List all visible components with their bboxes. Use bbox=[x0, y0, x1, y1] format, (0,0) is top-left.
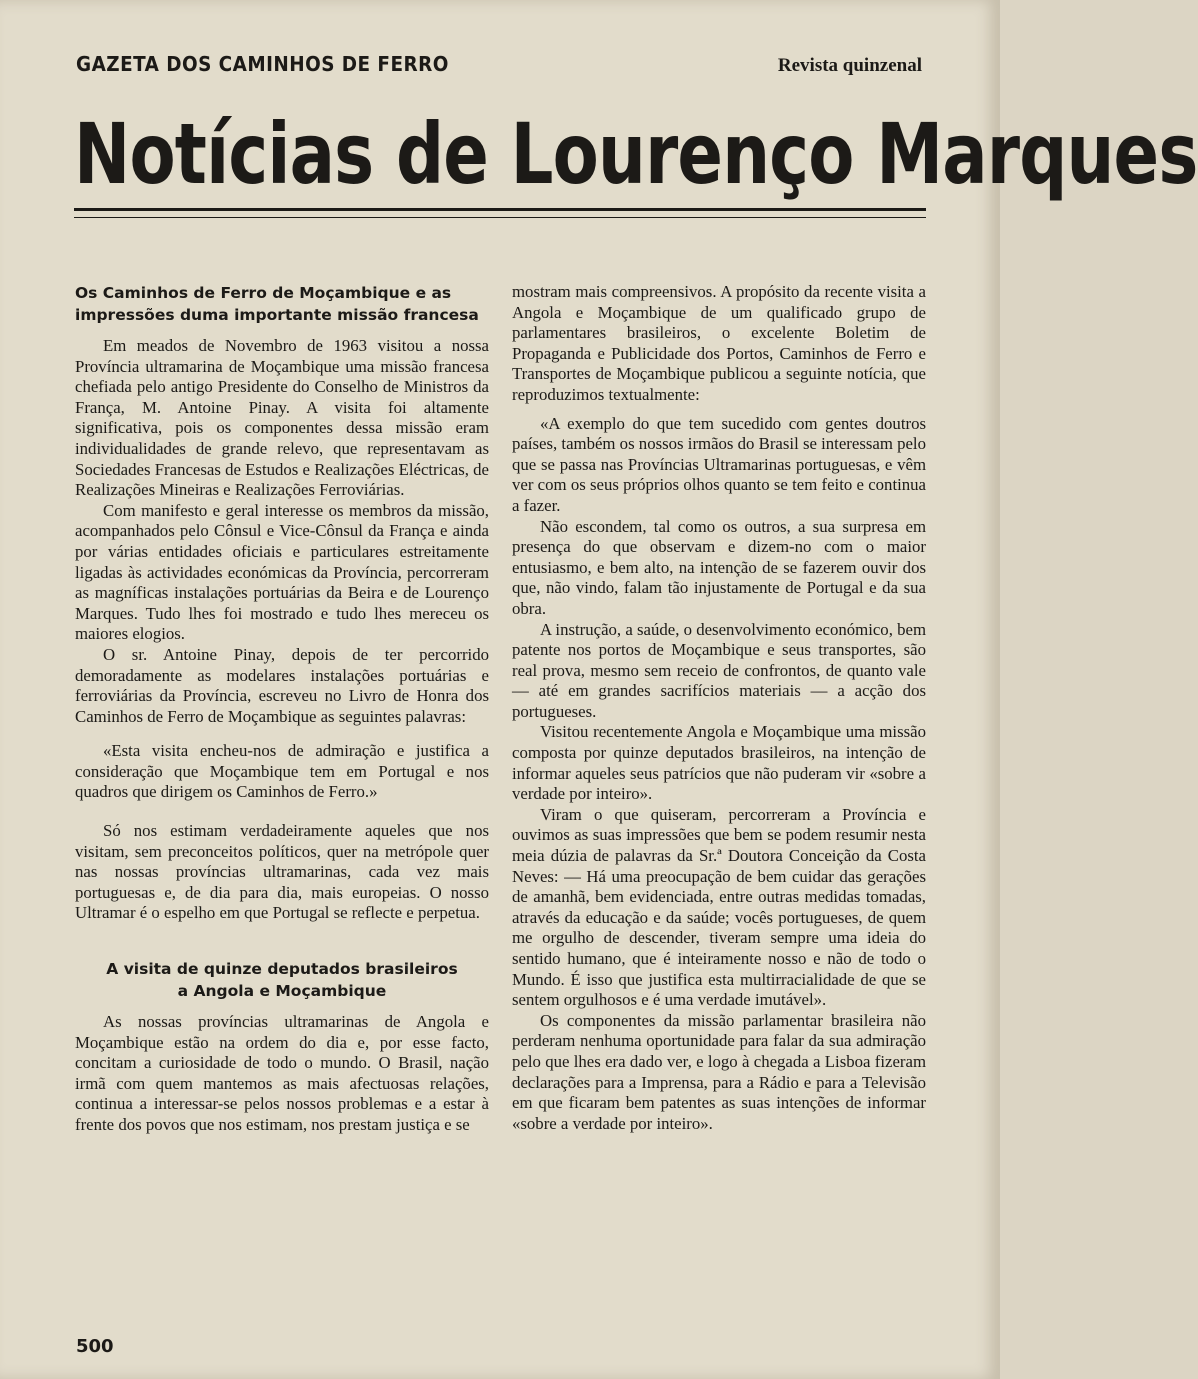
right-column bbox=[512, 282, 926, 1134]
article2-heading-line-1: A visita de quinze deputados brasileiros bbox=[106, 960, 458, 979]
title-rule-thin bbox=[74, 217, 926, 218]
article1-quote: «Esta visita encheu-nos de admiração e justifica a consideração que Moçambique tem em Portugal e nos quadros que dirigem os Caminhos de Ferro.» bbox=[75, 741, 489, 802]
article2-paragraph-1: As nossas províncias ultramarinas de Angola e Moçambique estão na ordem do dia e, por esse facto, concitam a curiosidade de todo o mundo. O Brasil, nação irmã com quem mantemos as mais afectuosas relações, continua a interessar-se pelos nossos problemas e a estar à frente dos povos que nos estimam, nos prestam justiça e se bbox=[75, 1012, 489, 1134]
publication-frequency: Revista quinzenal bbox=[777, 55, 922, 76]
article1-quote-block bbox=[75, 741, 489, 803]
article2-quoted-paragraph-5: Viram o que quiseram, percorreram a Província e ouvimos as suas impressões que bem se podem resumir nesta meia dúzia de palavras da Sr.ª Doutora Conceição da Costa Neves: — Há uma preocupação de bem cuidar das gerações de amanhã, bem evidenciada, entre outras medidas tomadas, através da educação e da saúde; vocês portugueses, de quem me orgulho de descender, tiveram sempre uma ideia do sentido humano, que é inteiramente nosso e não de todo o Mundo. É isso que justifica esta multirracialidade de que se sentem orgulhosos e é uma verdade imutável». bbox=[512, 804, 926, 1010]
article1-paragraph-4: Só nos estimam verdadeiramente aqueles que nos visitam, sem preconceitos políticos, quer na metrópole quer nas nossas províncias ultramarinas, cada vez mais portuguesas e, de dia para dia, mais europeias. O nosso Ultramar é o espelho em que Portugal se reflecte e perpetua. bbox=[75, 821, 489, 923]
page-title: Notícias de Lourenço Marques bbox=[74, 105, 1198, 203]
article1-paragraph-3: O sr. Antoine Pinay, depois de ter percorrido demoradamente as modelares instalações portuárias e ferroviárias da Província, escreveu no Livro de Honra dos Caminhos de Ferro de Moçambique as seguintes palavras: bbox=[75, 644, 489, 726]
section-spacer bbox=[75, 924, 489, 958]
article1-heading: Os Caminhos de Ferro de Moçambique e as impressões duma importante missão francesa bbox=[75, 284, 479, 324]
publication-name: GAZETA DOS CAMINHOS DE FERRO bbox=[76, 52, 449, 76]
left-column bbox=[75, 282, 489, 1136]
article2-heading bbox=[75, 958, 489, 1002]
title-rule-thick bbox=[74, 208, 926, 211]
article2-quoted-paragraph-1: «A exemplo do que tem sucedido com gentes doutros países, também os nossos irmãos do Brasil se interessam pelo que se passa nas Províncias Ultramarinas portuguesas, e vêm ver com os seus próprios olhos quanto se tem feito e continua a fazer. bbox=[512, 413, 926, 515]
article2-paragraph-final: Os componentes da missão parlamentar brasileira não perderam nenhuma oportunidade para falar da sua admiração pelo que lhes era dado ver, e logo à chegada a Lisboa fizeram declarações para a Imprensa, para a Rádio e para a Televisão em que ficaram bem patentes as suas intenções de informar «sobre a verdade por inteiro». bbox=[512, 1010, 926, 1133]
article2-quoted-paragraph-3: A instrução, a saúde, o desenvolvimento económico, bem patente nos portos de Moçambique e seus transportes, são real prova, mesmo sem receio de confrontos, de quanto vale — até em grandes sacrifícios materiais — a acção dos portugueses. bbox=[512, 619, 926, 721]
article1-paragraph-2: Com manifesto e geral interesse os membros da missão, acompanhados pelo Cônsul e Vice-Cônsul da França e ainda por várias entidades oficiais e particulares estreitamente ligadas às actividades económicas da Província, percorreram as magníficas instalações portuárias da Beira e de Lourenço Marques. Tudo lhes foi mostrado e tudo lhes mereceu os maiores elogios. bbox=[75, 500, 489, 644]
page-number: 500 bbox=[76, 1336, 114, 1357]
article2-paragraph-1-continued: mostram mais compreensivos. A propósito da recente visita a Angola e Moçambique de um qualificado grupo de parlamentares brasileiros, o excelente Boletim de Propaganda e Publicidade dos Portos, Caminhos de Ferro e Transportes de Moçambique publicou a seguinte notícia, que reproduzimos textualmente: bbox=[512, 282, 926, 404]
article1-paragraph-1: Em meados de Novembro de 1963 visitou a nossa Província ultramarina de Moçambique uma missão francesa chefiada pelo antigo Presidente do Conselho de Ministros da França, M. Antoine Pinay. A visita foi altamente significativa, pois os componentes dessa missão eram individualidades de grande relevo, que representavam as Sociedades Francesas de Estudos e Realizações Eléctricas, de Realizações Mineiras e Realizações Ferroviárias. bbox=[75, 336, 489, 500]
running-header bbox=[76, 52, 922, 77]
article2-quoted-paragraph-2: Não escondem, tal como os outros, a sua surpresa em presença do que observam e dizem-no com o maior entusiasmo, e bem alto, na intenção de se fazerem ouvir dos que, não vindo, falam tão injustamente de Portugal e da sua obra. bbox=[512, 516, 926, 618]
article2-quoted-paragraph-4: Visitou recentemente Angola e Moçambique uma missão composta por quinze deputados brasileiros, na intenção de informar aqueles seus patrícios que não puderam vir «sobre a verdade por inteiro». bbox=[512, 722, 926, 804]
article2-heading-line-2: a Angola e Moçambique bbox=[177, 982, 387, 1001]
